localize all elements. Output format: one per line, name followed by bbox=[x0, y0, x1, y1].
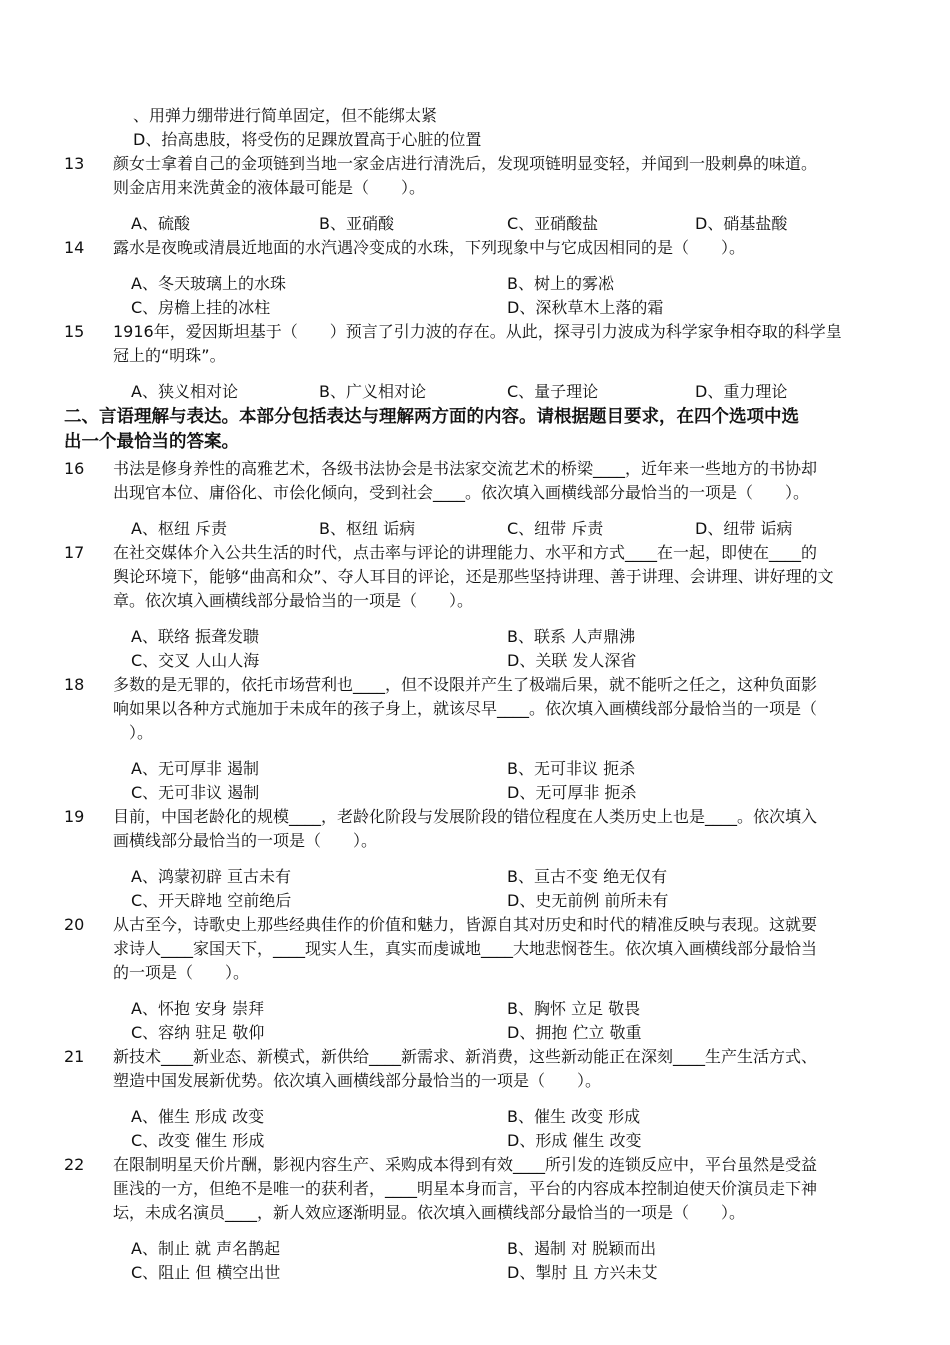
option-d: D、纽带 诟病 bbox=[695, 519, 793, 538]
option-c: C、容纳 驻足 敬仰 bbox=[131, 1023, 265, 1042]
option-b: B、催生 改变 形成 bbox=[507, 1107, 641, 1126]
question-text: 新技术____新业态、新模式，新供给____新需求、新消费，这些新动能正在深刻____生产生活方式、 bbox=[113, 1047, 818, 1066]
question-number: 13 bbox=[64, 154, 85, 173]
question-number: 18 bbox=[64, 675, 85, 694]
question-text: 的一项是（ ）。 bbox=[113, 963, 250, 982]
option-c: C、开天辟地 空前绝后 bbox=[131, 891, 292, 910]
option-b: B、亚硝酸 bbox=[319, 214, 394, 233]
option-a: A、无可厚非 遏制 bbox=[131, 759, 260, 778]
option-d-continuation: D、抬高患肢，将受伤的足踝放置高于心脏的位置 bbox=[133, 130, 482, 149]
question-number: 20 bbox=[64, 915, 85, 934]
option-b: B、树上的雾凇 bbox=[507, 274, 614, 293]
option-d: D、深秋草木上落的霜 bbox=[507, 298, 664, 317]
option-c: C、改变 催生 形成 bbox=[131, 1131, 265, 1150]
question-text: 目前，中国老龄化的规模____，老龄化阶段与发展阶段的错位程度在人类历史上也是____。依次填入 bbox=[113, 807, 818, 826]
option-a: A、怀抱 安身 崇拜 bbox=[131, 999, 265, 1018]
question-text: 冠上的“明珠”。 bbox=[113, 346, 226, 365]
question-text: 响如果以各种方式施加于未成年的孩子身上，就该尽早____。依次填入画横线部分最恰当的一项是（ bbox=[113, 699, 818, 718]
option-a: A、鸿蒙初辟 亘古未有 bbox=[131, 867, 292, 886]
option-a: A、枢纽 斥责 bbox=[131, 519, 228, 538]
question-text: ）。 bbox=[113, 723, 154, 742]
option-b: B、胸怀 立足 敬畏 bbox=[507, 999, 641, 1018]
question-number: 15 bbox=[64, 322, 85, 341]
option-a: A、催生 形成 改变 bbox=[131, 1107, 265, 1126]
option-continuation: 、用弹力绷带进行简单固定，但不能绑太紧 bbox=[133, 106, 438, 125]
question-text: 书法是修身养性的高雅艺术，各级书法协会是书法家交流艺术的桥梁____，近年来一些地方的书协却 bbox=[113, 459, 818, 478]
question-text: 塑造中国发展新优势。依次填入画横线部分最恰当的一项是（ ）。 bbox=[113, 1071, 602, 1090]
option-d: D、形成 催生 改变 bbox=[507, 1131, 642, 1150]
question-text: 舆论环境下，能够“曲高和众”、夺人耳目的评论，还是那些坚持讲理、善于讲理、会讲理、讲好理的文 bbox=[113, 567, 834, 586]
question-text: 坛，未成名演员____，新人效应逐渐明显。依次填入画横线部分最恰当的一项是（ ）。 bbox=[113, 1203, 746, 1222]
question-text: 露水是夜晚或清晨近地面的水汽遇冷变成的水珠，下列现象中与它成因相同的是（ ）。 bbox=[113, 238, 746, 257]
question-text: 求诗人____家国天下，____现实人生，真实而虔诚地____大地悲悯苍生。依次填入画横线部分最恰当 bbox=[113, 939, 818, 958]
section-heading: 二、言语理解与表达。本部分包括表达与理解两方面的内容。请根据题目要求，在四个选项中选 bbox=[64, 407, 799, 427]
option-a: A、冬天玻璃上的水珠 bbox=[131, 274, 286, 293]
question-text: 则金店用来洗黄金的液体最可能是（ ）。 bbox=[113, 178, 426, 197]
question-text: 章。依次填入画横线部分最恰当的一项是（ ）。 bbox=[113, 591, 474, 610]
question-number: 22 bbox=[64, 1155, 85, 1174]
option-d: D、掣肘 且 方兴未艾 bbox=[507, 1263, 658, 1282]
option-b: B、亘古不变 绝无仅有 bbox=[507, 867, 668, 886]
question-text: 匪浅的一方，但绝不是唯一的获利者，____明星本身而言，平台的内容成本控制迫使天价演员走下神 bbox=[113, 1179, 818, 1198]
question-number: 16 bbox=[64, 459, 85, 478]
option-a: A、硫酸 bbox=[131, 214, 190, 233]
option-d: D、关联 发人深省 bbox=[507, 651, 637, 670]
option-c: C、无可非议 遏制 bbox=[131, 783, 260, 802]
question-text: 画横线部分最恰当的一项是（ ）。 bbox=[113, 831, 378, 850]
question-number: 17 bbox=[64, 543, 85, 562]
option-d: D、硝基盐酸 bbox=[695, 214, 788, 233]
question-text: 颜女士拿着自己的金项链到当地一家金店进行清洗后，发现项链明显变轻，并闻到一股刺鼻的味道。 bbox=[113, 154, 818, 173]
option-b: B、枢纽 诟病 bbox=[319, 519, 416, 538]
question-text: 从古至今，诗歌史上那些经典佳作的价值和魅力，皆源自其对历史和时代的精准反映与表现。这就要 bbox=[113, 915, 818, 934]
option-c: C、量子理论 bbox=[507, 382, 599, 401]
option-a: A、制止 就 声名鹊起 bbox=[131, 1239, 281, 1258]
option-b: B、无可非议 扼杀 bbox=[507, 759, 636, 778]
option-b: B、联系 人声鼎沸 bbox=[507, 627, 636, 646]
option-d: D、重力理论 bbox=[695, 382, 788, 401]
option-b: B、遏制 对 脱颖而出 bbox=[507, 1239, 657, 1258]
option-c: C、亚硝酸盐 bbox=[507, 214, 599, 233]
question-text: 在社交媒体介入公共生活的时代，点击率与评论的讲理能力、水平和方式____在一起，即使在____的 bbox=[113, 543, 818, 562]
question-number: 21 bbox=[64, 1047, 85, 1066]
question-text: 1916年，爱因斯坦基于（ ）预言了引力波的存在。从此，探寻引力波成为科学家争相夺取的科学皇 bbox=[113, 322, 842, 341]
question-text: 在限制明星天价片酬，影视内容生产、采购成本得到有效____所引发的连锁反应中，平台虽然是受益 bbox=[113, 1155, 818, 1174]
option-a: A、狭义相对论 bbox=[131, 382, 238, 401]
question-number: 14 bbox=[64, 238, 85, 257]
option-d: D、拥抱 伫立 敬重 bbox=[507, 1023, 642, 1042]
option-c: C、阻止 但 横空出世 bbox=[131, 1263, 281, 1282]
option-c: C、交叉 人山人海 bbox=[131, 651, 260, 670]
option-d: D、无可厚非 扼杀 bbox=[507, 783, 637, 802]
option-a: A、联络 振聋发聩 bbox=[131, 627, 260, 646]
option-b: B、广义相对论 bbox=[319, 382, 426, 401]
option-c: C、纽带 斥责 bbox=[507, 519, 604, 538]
question-number: 19 bbox=[64, 807, 85, 826]
option-c: C、房檐上挂的冰柱 bbox=[131, 298, 271, 317]
question-text: 出现官本位、庸俗化、市侩化倾向，受到社会____。依次填入画横线部分最恰当的一项是（ ）。 bbox=[113, 483, 810, 502]
question-text: 多数的是无罪的，依托市场营利也____，但不设限并产生了极端后果，就不能听之任之，这种负面影 bbox=[113, 675, 818, 694]
option-d: D、史无前例 前所未有 bbox=[507, 891, 669, 910]
section-heading: 出一个最恰当的答案。 bbox=[64, 432, 239, 452]
